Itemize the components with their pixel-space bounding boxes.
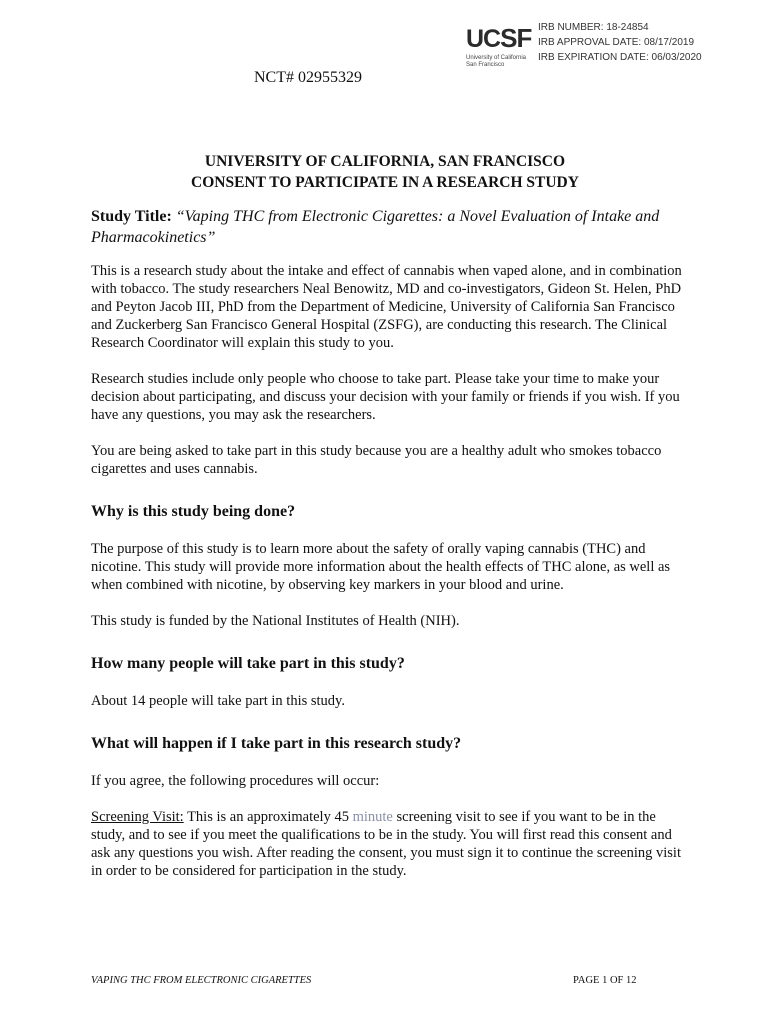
ucsf-logo-mark [466,24,531,53]
irb-approval-date: IRB APPROVAL DATE: 08/17/2019 [538,37,695,48]
intro-paragraph-2: Research studies include only people who choose to take part. Please take your time to make your decision about participating, and discuss your decision with your family or friends if you wish. If you have any questions, you may ask the researchers. [91,371,680,423]
section-heading-how-many: How many people will take part in this study? [91,655,405,672]
screening-visit-label: Screening Visit: [91,809,184,825]
study-title-label: Study Title: [91,208,172,225]
study-title [91,206,685,248]
screening-visit-paragraph [91,808,685,880]
heading-line-2: CONSENT TO PARTICIPATE IN A RESEARCH STUDY [191,174,579,191]
logo-caption [466,55,536,69]
why-paragraph-1: The purpose of this study is to learn more about the safety of orally vaping cannabis (THC) and nicotine. This study will provide more information about the health effects of THC alone, as well as when combined with nicotine, by observing key markers in your blood and urine. [91,541,671,593]
study-title-text: “Vaping THC from Electronic Cigarettes: a Novel Evaluation of Intake and Pharmacokinetics” [91,208,660,246]
irb-stamp [538,20,702,65]
document-heading [0,151,770,193]
what-happens-paragraph-1: If you agree, the following procedures will occur: [91,773,380,789]
heading-line-1: UNIVERSITY OF CALIFORNIA, SAN FRANCISCO [204,153,566,170]
section-heading-why: Why is this study being done? [91,503,296,520]
footer-document-title: VAPING THC FROM ELECTRONIC CIGARETTES [91,975,312,986]
footer-page-number: PAGE 1 OF 12 [573,975,637,986]
nct-number: NCT# 02955329 [254,69,362,86]
irb-number: IRB NUMBER: 18-24854 [538,22,649,33]
logo-sf: SF [500,23,532,53]
why-paragraph-2: This study is funded by the National Institutes of Health (NIH). [91,613,460,629]
intro-paragraph-3: You are being asked to take part in this study because you are a healthy adult who smokes tobacco cigarettes and uses cannabis. [91,443,662,477]
irb-expiration-date: IRB EXPIRATION DATE: 06/03/2020 [538,52,702,63]
logo-caption-line-2: San Francisco [466,62,505,68]
intro-paragraph-1: This is a research study about the intake and effect of cannabis when vaped alone, and in combination with tobacco. The study researchers Neal Benowitz, MD and co-investigators, Gideon St. Helen, PhD and Peyton Jacob III, PhD from the Department of Medicine, University of California San Francisco and Zuckerberg San Francisco General Hospital (ZSFG), are conducting this research. The Clinical Research Coordinator will explain this study to you. [91,263,682,351]
logo-caption-line-1: University of California [466,55,527,61]
screening-text-b: screening visit to see if you want to be in the study, and to see if you meet the qualifications to be in the study. You will first read this consent and ask any questions you wish. After reading the consent, you must sign it to continue the screening visit in order to be considered for participation in the study. [91,809,681,879]
document-body [91,206,685,898]
how-many-paragraph: About 14 people will take part in this study. [91,693,345,709]
section-heading-what-happens: What will happen if I take part in this research study? [91,735,462,752]
screening-text-a: This is an approximately 45 [183,809,353,825]
ucsf-logo [466,24,534,72]
logo-uc: UC [466,25,501,53]
screening-minute: minute [352,809,393,825]
